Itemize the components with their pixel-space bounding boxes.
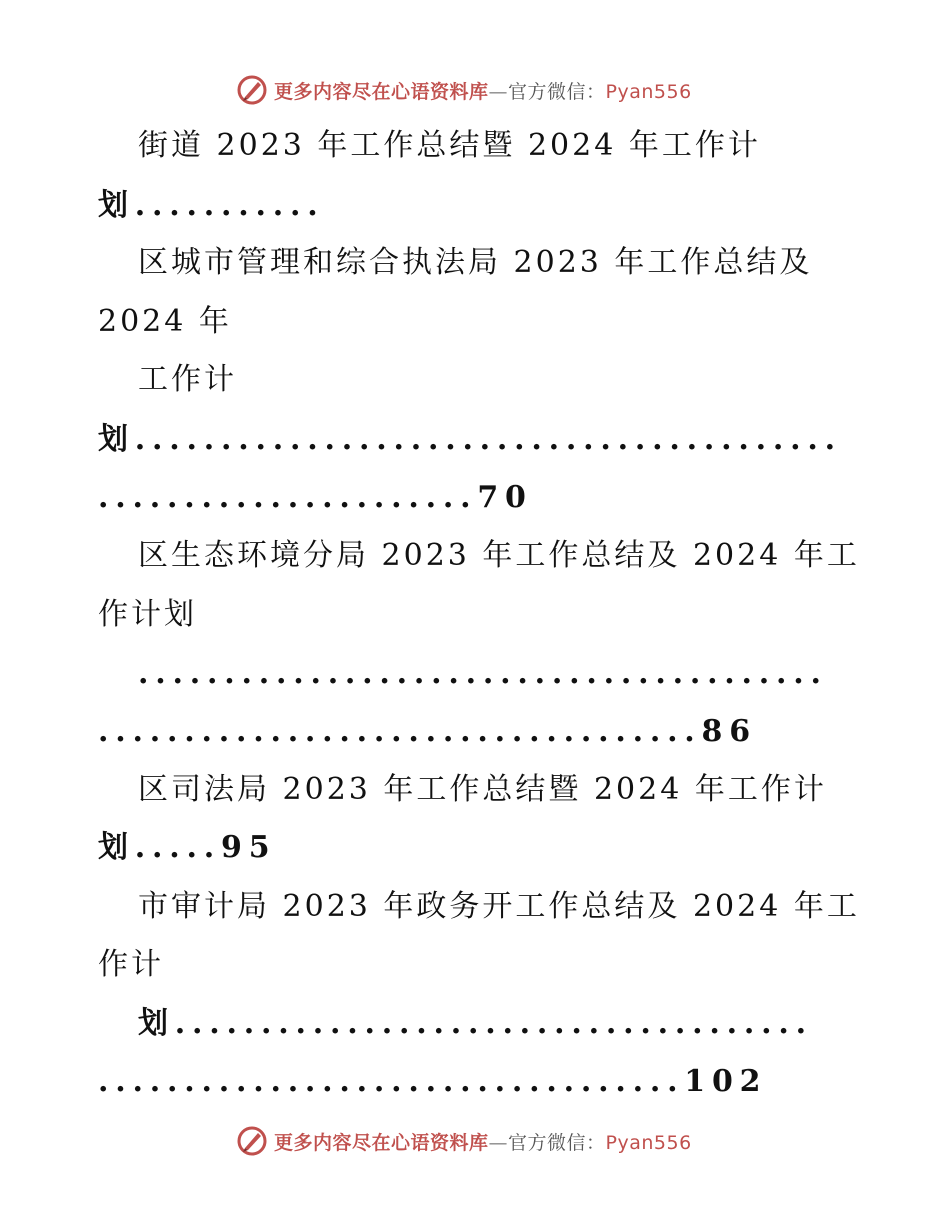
banner-dash: — <box>488 80 509 103</box>
toc-line[interactable]: 作计划 <box>98 597 197 632</box>
header-banner <box>236 73 692 107</box>
banner-text <box>274 77 692 104</box>
pen-logo-icon <box>236 1125 268 1157</box>
toc-line[interactable]: 2024 年 <box>98 304 232 339</box>
banner-official-label: 官方微信： <box>508 80 606 103</box>
toc-line[interactable]: ..................................102 <box>98 1064 768 1099</box>
banner-main: 更多内容尽在心语资料库 <box>274 80 489 103</box>
pen-logo-icon <box>236 74 268 106</box>
toc-line[interactable]: ......................70 <box>98 480 533 515</box>
toc-line[interactable]: 划..................................... <box>138 1006 813 1041</box>
toc-line[interactable]: ........................................ <box>138 656 828 691</box>
toc-line[interactable]: 区城市管理和综合执法局 2023 年工作总结及 <box>138 245 813 280</box>
banner-handle: Pyan556 <box>605 1131 692 1154</box>
toc-line[interactable]: 市审计局 2023 年政务开工作总结及 2024 年工 <box>138 889 860 924</box>
banner-main: 更多内容尽在心语资料库 <box>274 1131 489 1154</box>
toc-line[interactable]: 工作计 <box>138 362 237 397</box>
toc-line[interactable]: 划.....95 <box>98 830 277 865</box>
banner-text <box>274 1128 692 1155</box>
toc-line[interactable]: 街道 2023 年工作总结暨 2024 年工作计 <box>138 128 761 163</box>
toc-line[interactable]: 划......................................... <box>98 422 842 457</box>
toc-line[interactable]: 作计 <box>98 947 164 982</box>
banner-handle: Pyan556 <box>605 80 692 103</box>
footer-banner <box>236 1124 692 1158</box>
toc-line[interactable]: 区生态环境分局 2023 年工作总结及 2024 年工 <box>138 538 860 573</box>
toc-line[interactable]: 区司法局 2023 年工作总结暨 2024 年工作计 <box>138 772 827 807</box>
banner-dash: — <box>488 1131 509 1154</box>
toc-line[interactable]: ...................................86 <box>98 714 757 749</box>
banner-official-label: 官方微信： <box>508 1131 606 1154</box>
toc-line[interactable]: 划........... <box>98 188 325 223</box>
